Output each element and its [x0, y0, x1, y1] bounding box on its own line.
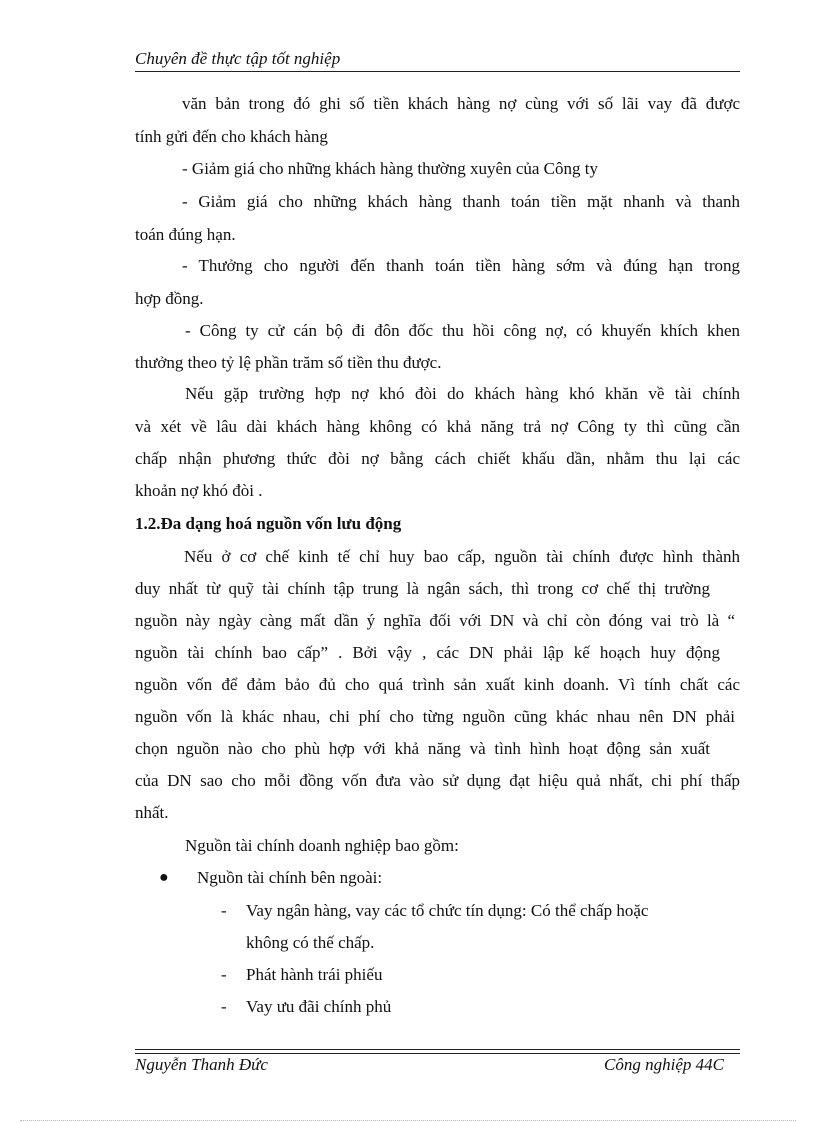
- page-edge: [20, 1120, 796, 1121]
- sub-list-item: Vay ưu đãi chính phủ: [246, 997, 392, 1016]
- page-header-title: Chuyên đề thực tập tốt nghiệp: [135, 49, 341, 68]
- sub-list-item: Phát hành trái phiếu: [246, 965, 383, 984]
- text-line: Nguồn tài chính doanh nghiệp bao gồm:: [185, 836, 459, 855]
- sub-list-item-continued: không có thế chấp.: [246, 933, 375, 952]
- text-line: khoản nợ khó đòi .: [135, 481, 263, 500]
- text-line: tính gửi đến cho khách hàng: [135, 127, 328, 146]
- text-line: toán đúng hạn.: [135, 225, 236, 244]
- header-rule: [135, 71, 740, 72]
- text-line: nhất.: [135, 803, 169, 822]
- footer-class: Công nghiệp 44C: [604, 1055, 724, 1074]
- dash-icon: -: [221, 901, 227, 920]
- bullet-icon: ●: [159, 869, 169, 886]
- section-heading: 1.2.Đa dạng hoá nguồn vốn lưu động: [135, 514, 402, 533]
- footer-author: Nguyễn Thanh Đức: [135, 1055, 268, 1074]
- footer-rule: [135, 1053, 740, 1054]
- text-line: hợp đồng.: [135, 289, 204, 308]
- text-line: - Giảm giá cho những khách hàng thường xuyên của Công ty: [182, 159, 598, 178]
- dash-icon: -: [221, 965, 227, 984]
- list-item: Nguồn tài chính bên ngoài:: [197, 868, 383, 887]
- dash-icon: -: [221, 997, 227, 1016]
- sub-list-item: Vay ngân hàng, vay các tổ chức tín dụng: Có thể chấp hoặc: [246, 901, 649, 920]
- footer-rule: [135, 1049, 740, 1050]
- text-line: thưởng theo tỷ lệ phần trăm số tiền thu được.: [135, 353, 442, 372]
